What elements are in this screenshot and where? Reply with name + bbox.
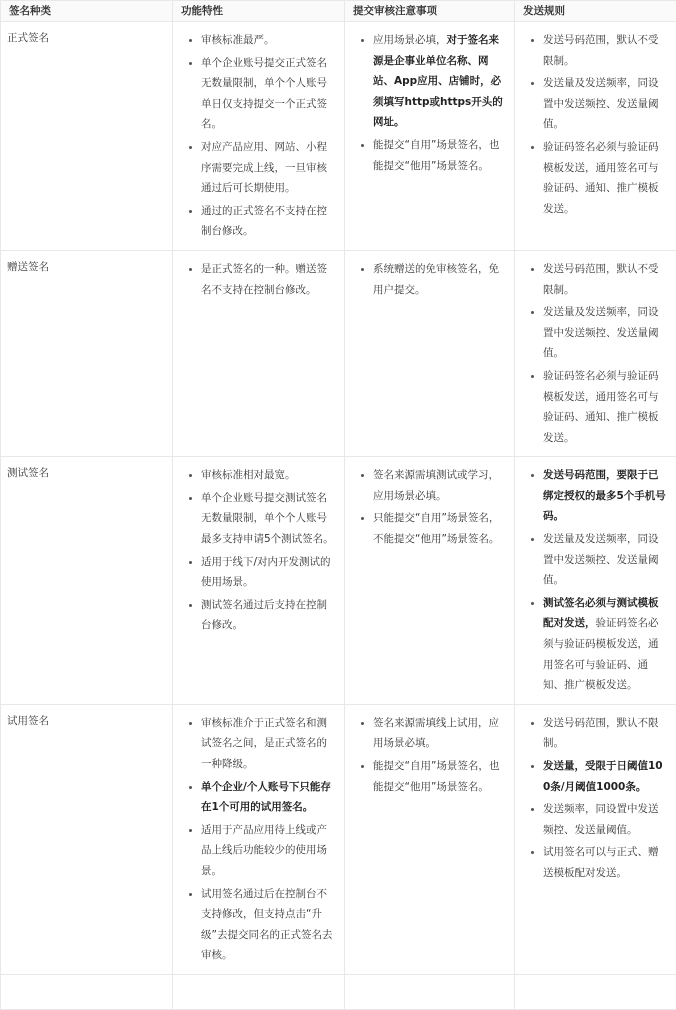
signature-type-cell: 正式签名 <box>1 22 173 251</box>
text-segment: 应用场景必填， <box>373 34 447 46</box>
list-item <box>201 259 336 300</box>
table-row <box>1 457 676 705</box>
bold-text: 发送号码范围，要限于已绑定授权的最多5个手机号码。 <box>543 469 666 522</box>
table-row-empty <box>1 974 676 1009</box>
list-item <box>201 595 336 636</box>
text-segment: 发送量及发送频率，同设置中发送频控、发送量阈值。 <box>543 533 659 586</box>
list-item <box>201 465 336 486</box>
sending-rules-list <box>523 30 668 219</box>
list-item <box>543 465 668 527</box>
text-segment: 适用于产品应用待上线或产品上线后功能较少的使用场景。 <box>201 824 327 877</box>
text-segment: 验证码签名必须与验证码模板发送，通用签名可与验证码、通知、推广模板发送。 <box>543 617 659 691</box>
text-segment: 审核标准相对最宽。 <box>201 469 296 481</box>
text-segment: 签名来源需填线上试用，应用场景必填。 <box>373 717 499 750</box>
list-item <box>201 488 336 550</box>
text-segment: 发送频率，同设置中发送频控、发送量阈值。 <box>543 803 659 836</box>
sending-rules-cell <box>515 22 676 251</box>
empty-cell <box>1 974 173 1009</box>
list-item <box>201 30 336 51</box>
text-segment: 验证码签名必须与验证码模板发送，通用签名可与验证码、通知、推广模板发送。 <box>543 141 659 215</box>
text-segment: 系统赠送的免审核签名，免用户提交。 <box>373 263 499 296</box>
list-item <box>543 842 668 883</box>
list-item <box>543 799 668 840</box>
list-item <box>543 713 668 754</box>
text-segment: 是正式签名的一种。赠送签名不支持在控制台修改。 <box>201 263 327 296</box>
features-list <box>181 30 336 242</box>
review-notes-list <box>353 465 506 549</box>
list-item <box>373 713 506 754</box>
bold-text: 单个企业/个人账号下只能存在1个可用的试用签名。 <box>201 781 331 814</box>
text-segment: 测试签名通过后支持在控制台修改。 <box>201 599 327 632</box>
text-segment: 只能提交“自用”场景签名，不能提交“他用”场景签名。 <box>373 512 499 545</box>
table-row <box>1 250 676 456</box>
list-item <box>373 259 506 300</box>
bold-text: 对于签名来源是企事业单位名称、网站、App应用、店铺时，必须填写http或https开头的网址。 <box>373 34 503 128</box>
text-segment: 审核标准介于正式签名和测试签名之间，是正式签名的一种降级。 <box>201 717 327 770</box>
list-item <box>543 259 668 300</box>
features-cell <box>173 22 345 251</box>
text-segment: 发送号码范围，默认不受限制。 <box>543 263 659 296</box>
header-features: 功能特性 <box>173 1 345 22</box>
text-segment: 发送量及发送频率，同设置中发送频控、发送量阈值。 <box>543 77 659 130</box>
list-item <box>543 73 668 135</box>
empty-cell <box>515 974 676 1009</box>
table-row <box>1 22 676 251</box>
list-item <box>373 508 506 549</box>
text-segment: 试用签名通过后在控制台不支持修改，但支持点击“升级”去提交同名的正式签名去审核。 <box>201 888 332 962</box>
sending-rules-cell <box>515 457 676 705</box>
sending-rules-list <box>523 259 668 448</box>
text-segment: 发送号码范围，默认不受限制。 <box>543 34 659 67</box>
review-notes-cell <box>345 457 515 705</box>
list-item <box>201 137 336 199</box>
list-item <box>543 302 668 364</box>
review-notes-list <box>353 713 506 797</box>
header-signature-type: 签名种类 <box>1 1 173 22</box>
list-item <box>373 465 506 506</box>
text-segment: 试用签名可以与正式、赠送模板配对发送。 <box>543 846 659 879</box>
features-cell <box>173 704 345 974</box>
text-segment: 单个企业账号提交正式签名无数量限制，单个个人账号单日仅支持提交一个正式签名。 <box>201 57 327 131</box>
features-list <box>181 465 336 636</box>
sending-rules-cell <box>515 704 676 974</box>
list-item <box>373 135 506 176</box>
header-sending-rules: 发送规则 <box>515 1 676 22</box>
text-segment: 对应产品应用、网站、小程序需要完成上线，一旦审核通过后可长期使用。 <box>201 141 327 194</box>
sending-rules-cell <box>515 250 676 456</box>
review-notes-list <box>353 30 506 176</box>
empty-cell <box>173 974 345 1009</box>
text-segment: 能提交“自用”场景签名，也能提交“他用”场景签名。 <box>373 760 499 793</box>
list-item <box>543 366 668 448</box>
features-cell <box>173 250 345 456</box>
list-item <box>543 529 668 591</box>
features-cell <box>173 457 345 705</box>
text-segment: 审核标准最严。 <box>201 34 275 46</box>
list-item <box>543 30 668 71</box>
list-item <box>373 756 506 797</box>
signature-type-cell: 试用签名 <box>1 704 173 974</box>
list-item <box>201 884 336 966</box>
text-segment: 发送号码范围，默认不限制。 <box>543 717 659 750</box>
list-item <box>543 593 668 696</box>
text-segment: 签名来源需填测试或学习，应用场景必填。 <box>373 469 499 502</box>
text-segment: 验证码签名必须与验证码模板发送，通用签名可与验证码、通知、推广模板发送。 <box>543 370 659 444</box>
bold-text: 测试签名必须与测试模板配对发送， <box>543 597 659 630</box>
table-row <box>1 704 676 974</box>
text-segment: 能提交“自用”场景签名，也能提交“他用”场景签名。 <box>373 139 499 172</box>
list-item <box>201 713 336 775</box>
review-notes-cell <box>345 250 515 456</box>
review-notes-list <box>353 259 506 300</box>
list-item <box>201 552 336 593</box>
features-list <box>181 259 336 300</box>
header-review-notes: 提交审核注意事项 <box>345 1 515 22</box>
empty-cell <box>345 974 515 1009</box>
list-item <box>543 137 668 219</box>
list-item <box>201 820 336 882</box>
list-item <box>543 756 668 797</box>
features-list <box>181 713 336 966</box>
list-item <box>201 53 336 135</box>
review-notes-cell <box>345 22 515 251</box>
text-segment: 单个企业账号提交测试签名无数量限制，单个个人账号最多支持申请5个测试签名。 <box>201 492 334 545</box>
text-segment: 适用于线下/对内开发测试的使用场景。 <box>201 556 331 589</box>
list-item <box>201 777 336 818</box>
signature-type-cell: 测试签名 <box>1 457 173 705</box>
sending-rules-list <box>523 465 668 696</box>
review-notes-cell <box>345 704 515 974</box>
bold-text: 发送量，受限于日阈值100条/月阈值1000条。 <box>543 760 663 793</box>
text-segment: 通过的正式签名不支持在控制台修改。 <box>201 205 327 238</box>
sending-rules-list <box>523 713 668 884</box>
list-item <box>201 201 336 242</box>
signature-type-cell: 赠送签名 <box>1 250 173 456</box>
text-segment: 发送量及发送频率，同设置中发送频控、发送量阈值。 <box>543 306 659 359</box>
table-header-row <box>1 1 676 22</box>
list-item <box>373 30 506 133</box>
